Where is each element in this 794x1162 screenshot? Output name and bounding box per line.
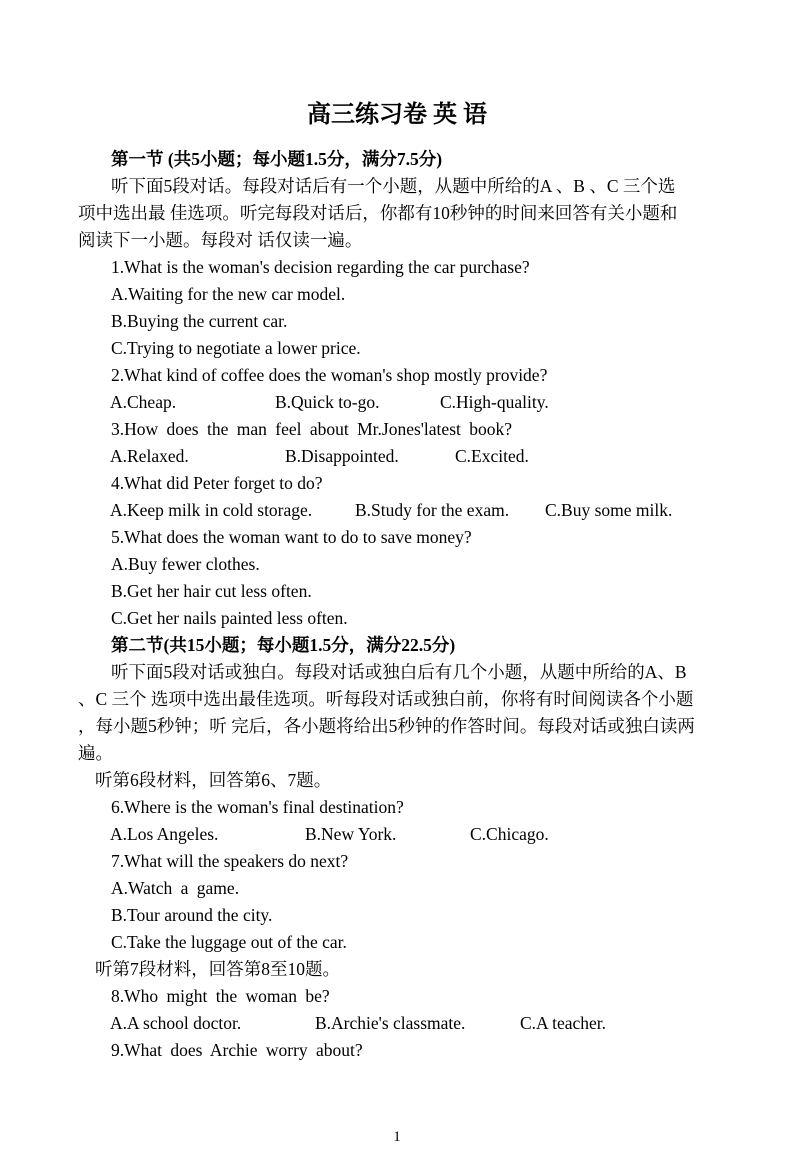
text-line: C.Take the luggage out of the car. [111,932,347,952]
text-line: 听第6段材料，回答第6、7题。 [95,770,332,790]
text-line: 、C 三个 选项中选出最佳选项。听每段对话或独白前，你将有时间阅读各个小题 [78,689,694,709]
text-line: 听下面5段对话或独白。每段对话或独白后有几个小题，从题中所给的A、B [111,662,687,682]
text-line: B.Get her hair cut less often. [111,581,312,601]
option-item: A.A school doctor. [110,1013,242,1033]
option-item: C.High-quality. [440,392,549,412]
option-item: A.Cheap. [110,392,177,412]
question-line: 4.What did Peter forget to do? [111,473,323,493]
option-item: B.Quick to-go. [275,392,380,412]
text-line: A.Waiting for the new car model. [111,284,346,304]
text-line: B.Buying the current car. [111,311,288,331]
question-line: 7.What will the speakers do next? [111,851,349,871]
text-line: A.Watch a game. [111,878,240,898]
option-item: A.Keep milk in cold storage. [110,500,313,520]
options-row [78,497,738,524]
text-line: 听下面5段对话。每段对话后有一个小题，从题中所给的A 、B 、C 三个选 [111,176,676,196]
options-row [78,821,738,848]
option-item: C.Chicago. [470,824,549,844]
section-heading: 第二节(共15小题；每小题1.5分，满分22.5分) [111,635,456,655]
question-line: 3.How does the man feel about Mr.Jones'latest book? [111,419,513,439]
option-item: B.Study for the exam. [355,500,510,520]
option-item: B.Archie's classmate. [315,1013,466,1033]
question-line: 8.Who might the woman be? [111,986,330,1006]
option-item: C.Excited. [455,446,529,466]
option-item: B.Disappointed. [285,446,399,466]
question-line: 1.What is the woman's decision regarding the car purchase? [111,257,530,277]
text-line: C.Get her nails painted less often. [111,608,348,628]
text-line: ，每小题5秒钟；听 完后，各小题将给出5秒钟的作答时间。每段对话或独白读两 [78,716,695,736]
text-line: 遍。 [78,743,113,763]
option-item: A.Relaxed. [110,446,189,466]
option-item: A.Los Angeles. [110,824,219,844]
page-number: 1 [393,1129,401,1145]
option-item: C.Buy some milk. [545,500,673,520]
section-heading: 第一节 (共5小题；每小题1.5分，满分7.5分) [111,149,443,169]
question-line: 5.What does the woman want to do to save money? [111,527,472,547]
question-line: 2.What kind of coffee does the woman's shop mostly provide? [111,365,548,385]
question-line: 6.Where is the woman's final destination? [111,797,404,817]
text-line: C.Trying to negotiate a lower price. [111,338,361,358]
options-row [78,1010,738,1037]
option-item: B.New York. [305,824,397,844]
page-title: 高三练习卷 英 语 [307,102,487,128]
text-line: A.Buy fewer clothes. [111,554,260,574]
text-line: 阅读下一小题。每段对 话仅读一遍。 [78,230,363,250]
text-line: 项中选出最 佳选项。听完每段对话后，你都有10秒钟的时间来回答有关小题和 [78,203,678,223]
text-line: B.Tour around the city. [111,905,273,925]
text-line: 听第7段材料，回答第8至10题。 [95,959,340,979]
options-row [78,443,738,470]
document-body [78,146,738,1064]
question-line: 9.What does Archie worry about? [111,1040,363,1060]
options-row [78,389,738,416]
option-item: C.A teacher. [520,1013,607,1033]
